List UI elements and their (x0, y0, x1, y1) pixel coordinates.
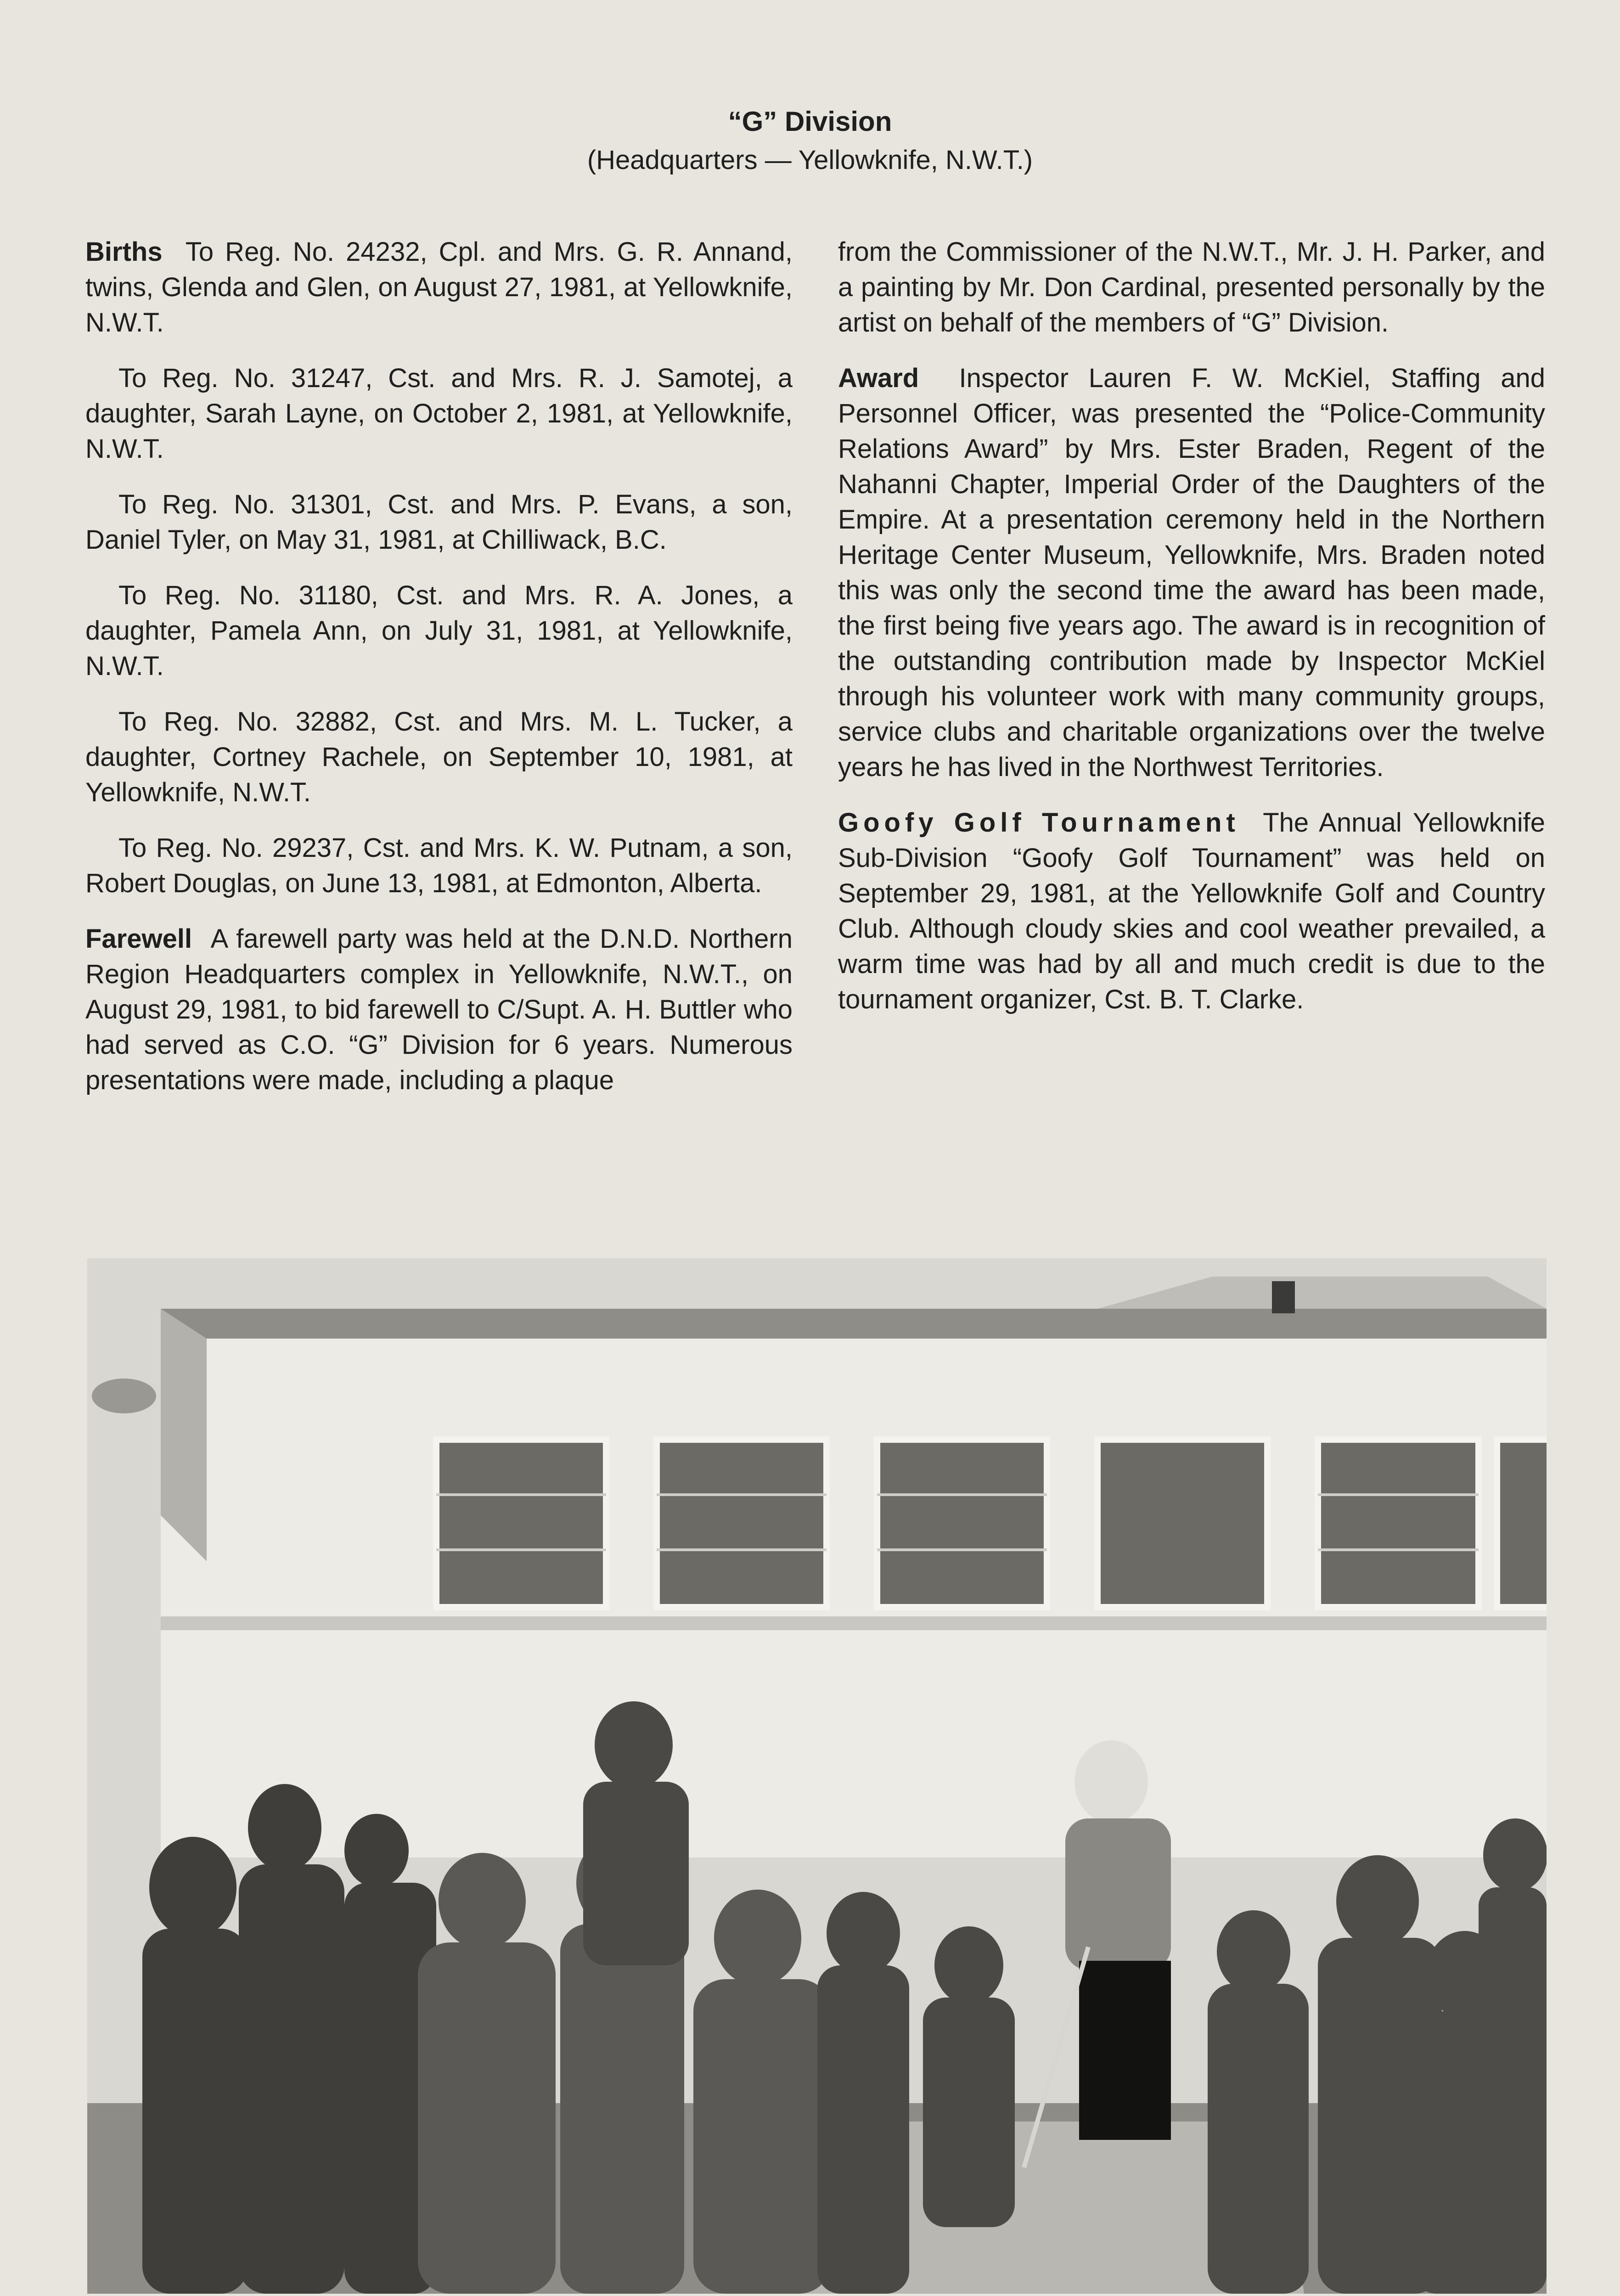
births-entry: To Reg. No. 29237, Cst. and Mrs. K. W. Putnam, a son, Robert Douglas, on June 13, 1981, at Edmonton, Alberta. (85, 833, 793, 898)
golf-text: The Annual Yellowknife Sub-Division “Goofy Golf Tournament” was held on September 29, 1981, at the Yellowknife Golf and Country Club. Although cloudy skies and cool weather prevailed, a warm time was had by all and much credit is due to the tournament organizer, Cst. B. T. Clarke. (838, 808, 1545, 1014)
farewell-text: A farewell party was held at the D.N.D. Northern Region Headquarters complex in Yellowknife, N.W.T., on August 29, 1981, to bid farewell to C/Supt. A. H. Buttler who had served as C.O. “G” Division for 6 years. Numerous presentations were made, including a plaque (85, 924, 793, 1095)
births-entry-text: To Reg. No. 24232, Cpl. and Mrs. G. R. Annand, twins, Glenda and Glen, on August 27, 1981, at Yellowknife, N.W.T. (85, 237, 793, 338)
farewell-heading: Farewell (85, 924, 192, 954)
births-entry: To Reg. No. 31180, Cst. and Mrs. R. A. Jones, a daughter, Pamela Ann, on July 31, 1981, at Yellowknife, N.W.T. (85, 580, 793, 681)
golf-heading: Goofy Golf Tournament (838, 808, 1240, 838)
tournament-photo (87, 1258, 1547, 2294)
golf-paragraph (838, 805, 1545, 1017)
births-entry: To Reg. No. 31301, Cst. and Mrs. P. Evans, a son, Daniel Tyler, on May 31, 1981, at Chilliwack, B.C. (85, 490, 793, 555)
right-column (838, 234, 1545, 1037)
farewell-continued: from the Commissioner of the N.W.T., Mr. J. H. Parker, and a painting by Mr. Don Cardinal, presented personally by the artist on behalf of the members of “G” Division. (838, 237, 1545, 338)
award-heading: Award (838, 363, 919, 393)
left-column (85, 234, 793, 1118)
births-entry: To Reg. No. 31247, Cst. and Mrs. R. J. Samotej, a daughter, Sarah Layne, on October 2, 1981, at Yellowknife, N.W.T. (85, 363, 793, 464)
page-title: “G” Division (728, 106, 892, 137)
award-text: Inspector Lauren F. W. McKiel, Staffing and Personnel Officer, was presented the “Police-Community Relations Award” by Mrs. Ester Braden, Regent of the Nahanni Chapter, Imperial Order of the Daughters of the Empire. At a presentation ceremony held in the Northern Heritage Center Museum, Yellowknife, Mrs. Braden noted this was only the second time the award has been made, the first being five years ago. The award is in recognition of the outstanding contribution made by Inspector McKiel through his volunteer work with many community groups, service clubs and charitable organizations over the twelve years he has lived in the Northwest Territories. (838, 363, 1545, 782)
page-subtitle: (Headquarters — Yellowknife, N.W.T.) (587, 145, 1033, 175)
births-entry (85, 234, 793, 340)
award-paragraph (838, 360, 1545, 785)
births-heading: Births (85, 237, 163, 267)
farewell-paragraph (85, 921, 793, 1098)
births-entry: To Reg. No. 32882, Cst. and Mrs. M. L. Tucker, a daughter, Cortney Rachele, on September 10, 1981, at Yellowknife, N.W.T. (85, 707, 793, 807)
